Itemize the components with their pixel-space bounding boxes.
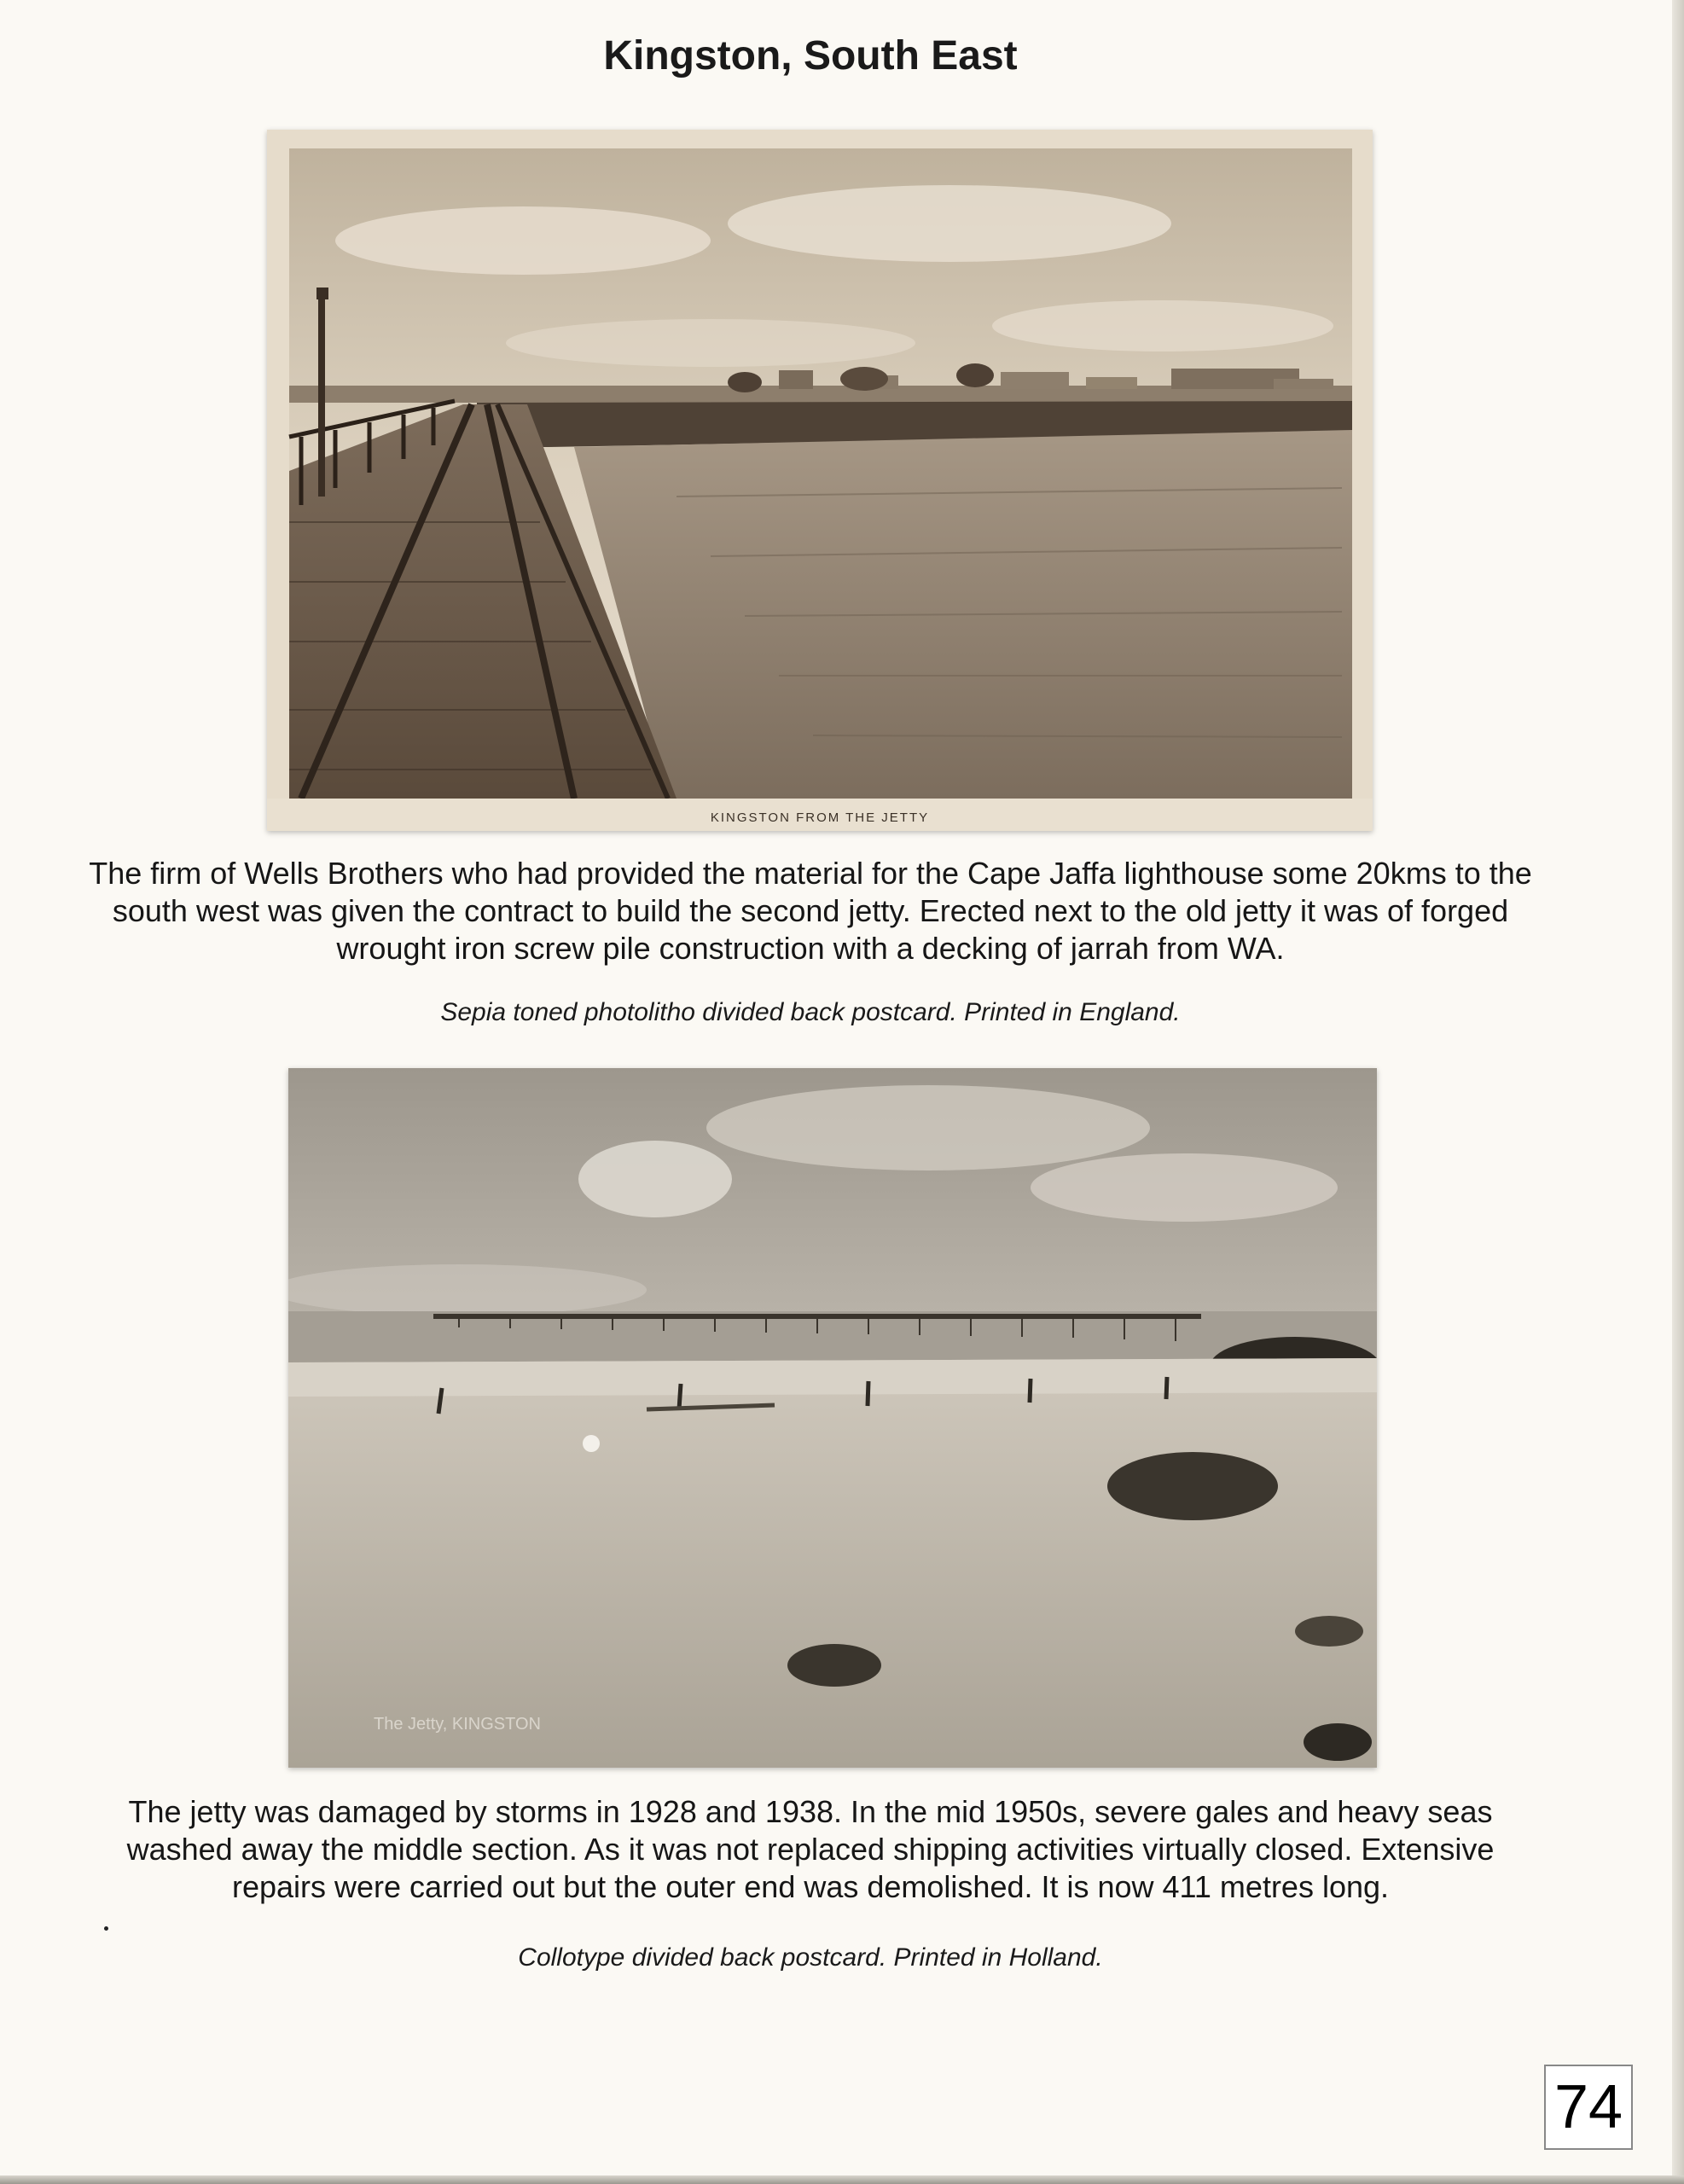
postcard-2-printed-caption: The Jetty, KINGSTON (374, 1715, 541, 1734)
postcard-kingston-from-jetty (267, 130, 1373, 831)
page-number: 74 (1544, 2065, 1633, 2150)
postcard-1-printed-caption: KINGSTON FROM THE JETTY (710, 810, 930, 825)
postcard-2-type-caption: Collotype divided back postcard. Printed in Holland. (518, 1943, 1103, 1972)
stray-dot (104, 1926, 108, 1931)
postcard-1-description: The firm of Wells Brothers who had provided the material for the Cape Jaffa lighthouse some 20kms to the south west was given the contract to build the second jetty. Erected next to the old jetty it was of forged wrought iron screw pile construction with a decking of jarrah from WA. (89, 856, 1532, 966)
page-edge-right (1672, 0, 1684, 2184)
postcard-2-photo (288, 1068, 1377, 1768)
page-title: Kingston, South East (603, 33, 1018, 78)
postcard-2-description: The jetty was damaged by storms in 1928 and 1938. In the mid 1950s, severe gales and heavy seas washed away the middle section. As it was not replaced shipping activities virtually closed. Extensive repairs were carried out but the outer end was demolished. It is now 411 metres long. (126, 1794, 1495, 1904)
postcard-the-jetty-kingston (288, 1068, 1377, 1768)
postcard-1-photo (267, 130, 1373, 831)
postcard-1-type-caption: Sepia toned photolitho divided back postcard. Printed in England. (440, 998, 1181, 1026)
page-edge-bottom (0, 2175, 1684, 2184)
